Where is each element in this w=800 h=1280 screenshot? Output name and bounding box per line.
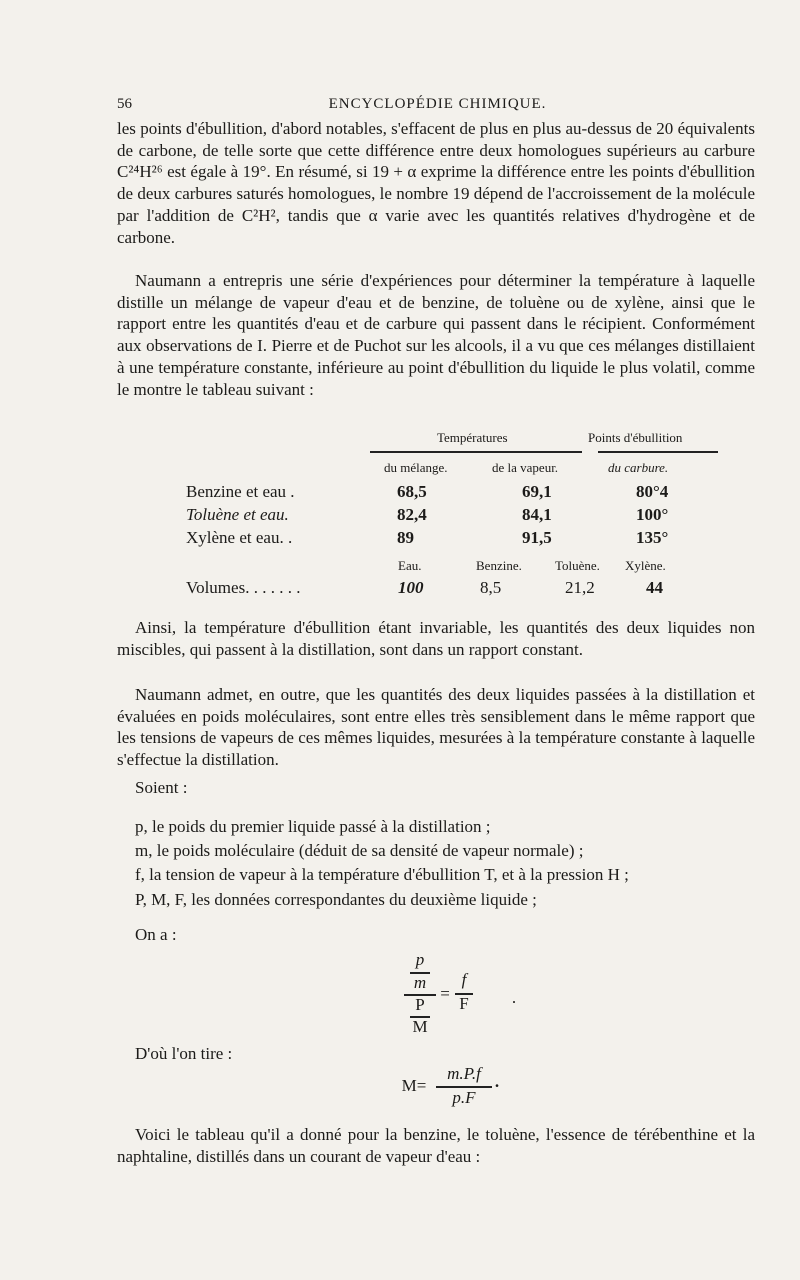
formula-P: P <box>415 995 425 1014</box>
cell-carbure: 100° <box>636 505 669 524</box>
definition-item: m, le poids moléculaire (déduit de sa densité de vapeur normale) ; <box>135 841 584 861</box>
vol-header-xylene: Xylène. <box>625 558 666 573</box>
cell-melange: 82,4 <box>397 505 427 524</box>
vol-value-toluene: 21,2 <box>565 578 595 597</box>
formula-M: M <box>412 1017 428 1036</box>
formula-F: F <box>459 994 469 1013</box>
col-header-vapeur: de la vapeur. <box>492 460 559 475</box>
page-number: 56 <box>117 96 132 112</box>
paragraph-3 <box>117 617 755 660</box>
paragraph-5 <box>117 1124 755 1167</box>
formula-p: p <box>415 950 425 969</box>
running-title: ENCYCLOPÉDIE CHIMIQUE. <box>328 96 547 112</box>
paragraph-2 <box>117 270 755 400</box>
definitions-list <box>117 815 755 912</box>
formula-numerator: m.P.f <box>447 1064 481 1083</box>
dou-line <box>117 1043 755 1065</box>
soient-line <box>117 777 755 799</box>
paragraph-1-text: les points d'ébullition, d'abord notables, s'effacent de plus en plus au-dessus de 20 équivalents de carbone, de telle sorte que cette différence entre deux homologues supérieurs au carbure C²⁴H²⁶ est égale à 19°. En résumé, si 19 + α exprime la différence entre les points d'ébullition de deux carbures saturés homologues, le nombre 19 dépend de l'accroissement de la molécule par l'addition de C²H², tandis que α varie avec les quantités relatives d'hydrogène et de carbone. <box>117 119 755 247</box>
vol-value-eau: 100 <box>398 578 424 597</box>
cell-carbure: 80°4 <box>636 482 669 501</box>
row-label: Benzine et eau . <box>186 482 295 501</box>
group-header-temperatures: Températures <box>437 430 508 445</box>
vol-value-benzine: 8,5 <box>480 578 502 597</box>
volumes-label: Volumes. . . . . . . <box>186 578 301 597</box>
brace-points <box>598 451 718 453</box>
paragraph-4-text: Naumann admet, en outre, que les quantités des deux liquides passées à la distillation et évaluées en poids moléculaires, sont entre elles très sensiblement dans le même rapport que les tensions de vapeurs de ces mêmes liquides, mesurées à la température constante à laquelle s'effectue la distillation. <box>117 685 755 770</box>
definition-item: f, la tension de vapeur à la température d'ébullition T, et à la pression H ; <box>135 865 629 885</box>
paragraph-1 <box>117 118 755 248</box>
formula-dot: . <box>511 988 517 1007</box>
cell-vapeur: 69,1 <box>522 482 552 501</box>
vol-header-eau: Eau. <box>398 558 422 573</box>
row-label: Xylène et eau. . <box>186 528 293 547</box>
formula-denominator: p.F <box>452 1088 476 1107</box>
paragraph-3-text: Ainsi, la température d'ébullition étant invariable, les quantités des deux liquides non miscibles, qui passent à la distillation, sont dans un rapport constant. <box>117 618 755 659</box>
dou-text: D'où l'on tire : <box>135 1044 233 1063</box>
formula-lhs: M= <box>401 1076 427 1095</box>
col-header-carbure: du carbure. <box>608 460 669 475</box>
formula-dot: . <box>494 1072 500 1091</box>
formula-m: m <box>413 973 427 992</box>
vol-header-toluene: Toluène. <box>555 558 600 573</box>
cell-vapeur: 91,5 <box>522 528 552 547</box>
cell-vapeur: 84,1 <box>522 505 552 524</box>
definition-item: p, le poids du premier liquide passé à la distillation ; <box>135 817 491 836</box>
definition-item: P, M, F, les données correspondantes du deuxième liquide ; <box>135 889 537 909</box>
formula-f: f <box>461 970 467 989</box>
formula-equals: = <box>440 984 450 1003</box>
col-header-melange: du mélange. <box>384 460 448 475</box>
vol-header-benzine: Benzine. <box>476 558 522 573</box>
group-header-points: Points d'ébullition <box>588 430 683 445</box>
vol-value-xylene: 44 <box>646 578 663 597</box>
cell-melange: 68,5 <box>397 482 427 501</box>
paragraph-5-text: Voici le tableau qu'il a donné pour la benzine, le toluène, l'essence de térébenthine et la naphtaline, distillés dans un courant de vapeur d'eau : <box>117 1125 755 1166</box>
on-a-text: On a : <box>135 925 177 944</box>
paragraph-4 <box>117 684 755 771</box>
page-header <box>117 96 758 118</box>
on-a-line <box>117 924 755 946</box>
paragraph-2-text: Naumann a entrepris une série d'expériences pour déterminer la température à laquelle distille un mélange de vapeur d'eau et de benzine, de toluène ou de xylène, ainsi que le rapport entre les quantités d'eau et de carbure qui passent dans le récipient. Conformément aux observations de I. Pierre et de Puchot sur les alcools, il a vu que ces mélanges distillaient à une température constante, inférieure au point d'ébullition du liquide le plus volatil, comme le montre le tableau suivant : <box>117 271 755 399</box>
brace-temperatures <box>370 451 582 453</box>
soient-text: Soient : <box>135 778 188 797</box>
row-label: Toluène et eau. <box>186 505 289 524</box>
cell-carbure: 135° <box>636 528 669 547</box>
cell-melange: 89 <box>397 528 414 547</box>
